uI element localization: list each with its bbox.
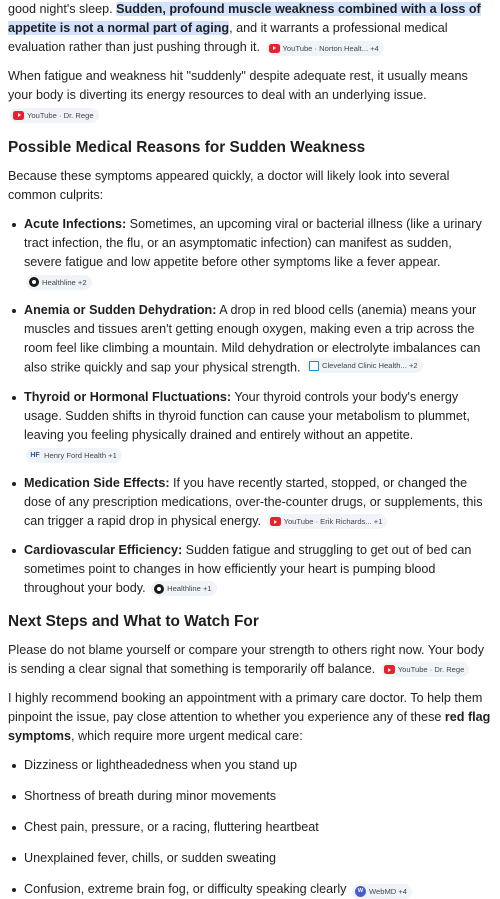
healthline-icon [154,584,164,594]
source-chip[interactable]: YouTube · Dr. Rege [10,108,99,123]
list-item: Chest pain, pressure, or a racing, fluttering heartbeat [8,818,492,837]
webmd-icon: W [355,886,366,897]
list-item: Anemia or Sudden Dehydration: A drop in red blood cells (anemia) means your muscles and tissues aren't getting enough oxygen, making even a trip across the room feel like climbing a mountain. Mild dehydration or electrolyte imbalances can also strike quickly and sap your physical strength. Cleveland Clinic Health... +2 [8,301,492,378]
cleveland-clinic-icon [309,361,319,371]
list-item: Shortness of breath during minor movements [8,787,492,806]
source-chip[interactable]: YouTube · Norton Healt... +4 [266,41,384,56]
list-item: Cardiovascular Efficiency: Sudden fatigue and struggling to get out of bed can sometimes point to changes in how efficiently your heart is pumping blood throughout your body. Healthline +1 [8,541,492,598]
red-flag-symptoms-list [8,756,492,899]
section-heading-next-steps: Next Steps and What to Watch For [8,612,259,630]
next-steps-paragraph-1: Please do not blame yourself or compare your strength to others right now. Your body is sending a clear signal that something is temporarily off balance. YouTube · Dr. Rege [8,642,485,676]
healthline-icon [29,277,39,287]
list-item: Unexplained fever, chills, or sudden sweating [8,849,492,868]
source-chip[interactable]: Healthline +2 [26,275,92,290]
list-item: Confusion, extreme brain fog, or difficulty speaking clearly W WebMD +4 [8,880,492,899]
intro-paragraph-2: When fatigue and weakness hit "suddenly" despite adequate rest, it usually means your body is diverting its energy resources to deal with an underlying issue. YouTube · Dr. Rege [8,67,492,124]
highlighted-statement: Sudden, profound muscle weakness combined with a loss of appetite is not a normal part of aging [8,2,481,35]
source-chip[interactable]: YouTube · Dr. Rege [381,662,470,677]
section-heading-medical-reasons: Possible Medical Reasons for Sudden Weakness [8,139,366,156]
source-chip[interactable]: HF Henry Ford Health +1 [26,448,122,463]
causes-list [8,215,492,598]
section-intro: Because these symptoms appeared quickly, a doctor will likely look into several common culprits: [8,169,450,202]
source-chip[interactable]: Healthline +1 [151,581,217,596]
henry-ford-icon: HF [30,451,40,459]
source-chip[interactable]: YouTube · Erik Richards... +1 [267,514,388,529]
list-item: Acute Infections: Sometimes, an upcoming viral or bacterial illness (like a urinary tract infection, the flu, or an asymptomatic infection) can manifest as sudden, severe fatigue and low appetite before other symptoms like a fever appear. Healthline +2 [8,215,492,291]
source-chip[interactable]: W WebMD +4 [352,884,412,899]
list-item: Dizziness or lightheadedness when you stand up [8,756,492,775]
youtube-icon [13,111,24,120]
youtube-icon [270,517,281,526]
list-item: Thyroid or Hormonal Fluctuations: Your thyroid controls your body's energy usage. Sudden shifts in thyroid function can cause your metabolism to plummet, leaving you feeling physically drained and entirely without an appetite. HF Henry Ford Health +1 [8,388,492,464]
youtube-icon [269,44,280,53]
intro-paragraph-1: good night's sleep. Sudden, profound muscle weakness combined with a loss of appetite is not a normal part of aging, and it warrants a professional medical evaluation rather than just pushing through it. YouTube · Norton Healt... +4 [8,2,481,54]
source-chip[interactable]: Cleveland Clinic Health... +2 [306,358,423,373]
next-steps-paragraph-2: I highly recommend booking an appointment with a primary care doctor. To help them pinpoint the issue, pay close attention to whether you experience any of these red flag symptoms, which require more urgent medical care: [8,690,491,743]
list-item: Medication Side Effects: If you have recently started, stopped, or changed the dose of any prescription medications, over-the-counter drugs, or supplements, this can trigger a rapid drop in physical energy. YouTube · Erik Richards... +1 [8,474,492,531]
youtube-icon [384,665,395,674]
